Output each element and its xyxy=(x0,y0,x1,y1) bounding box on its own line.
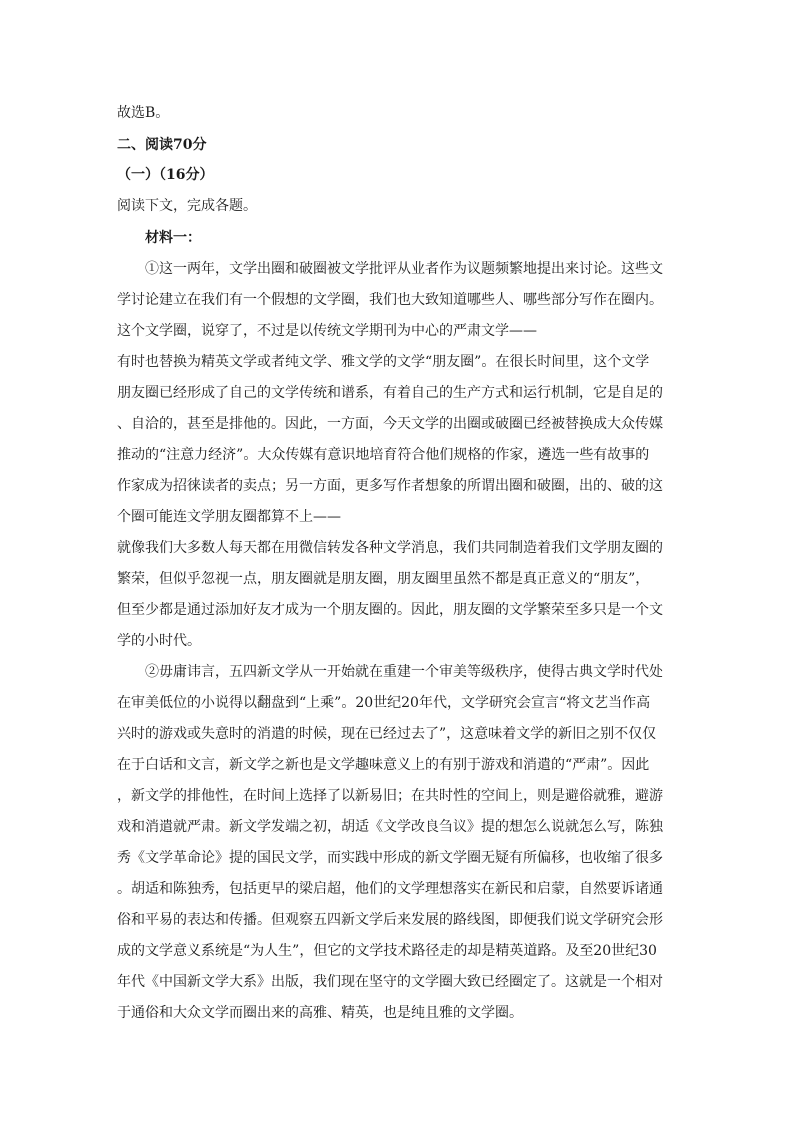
paragraph1-line: 学讨论建立在我们有一个假想的文学圈，我们也大致知道哪些人、哪些部分写作在圈内。 xyxy=(117,292,663,308)
paragraph1-line: ①这一两年，文学出圈和破圈被文学批评从业者作为议题频繁地提出来讨论。这些文 xyxy=(145,261,663,277)
paragraph2-line: 戏和消遣就严肃。新文学发端之初，胡适《文学改良刍议》提的想怎么说就怎么写，陈独 xyxy=(117,819,663,835)
paragraph2-line: 在于白话和文言，新文学之新也是文学趣味意义上的有别于游戏和消遣的“严肃”。因此 xyxy=(117,757,650,773)
material-label: 材料一： xyxy=(145,230,201,246)
paragraph1-line: 推动的“注意力经济”。大众传媒有意识地培育符合他们规格的作家，遴选一些有故事的 xyxy=(117,447,650,463)
paragraph1-line: 朋友圈已经形成了自己的文学传统和谱系，有着自己的生产方式和运行机制，它是自足的 xyxy=(117,385,663,401)
paragraph2-line: 年代《中国新文学大系》出版，我们现在坚守的文学圈大致已经圈定了。这就是一个相对 xyxy=(117,974,663,990)
paragraph1-line: 个圈可能连文学朋友圈都算不上—— xyxy=(117,509,341,525)
paragraph2-line: ，新文学的排他性，在时间上选择了以新易旧；在共时性的空间上，则是避俗就雅，避游 xyxy=(117,788,663,804)
paragraph2-line: 。胡适和陈独秀，包括更早的梁启超，他们的文学理想落实在新民和启蒙，自然要诉诸通 xyxy=(117,881,663,897)
paragraph1-line: 有时也替换为精英文学或者纯文学、雅文学的文学“朋友圈”。在很长时间里，这个文学 xyxy=(117,354,650,370)
paragraph2-line: 在审美低位的小说得以翻盘到“上乘”。20世纪20年代，文学研究会宣言“将文艺当作高 xyxy=(117,695,651,711)
paragraph1-line: 、自洽的，甚至是排他的。因此，一方面，今天文学的出圈或破圈已经被替换成大众传媒 xyxy=(117,416,663,432)
paragraph1-line: 这个文学圈，说穿了，不过是以传统文学期刊为中心的严肃文学—— xyxy=(117,323,537,339)
paragraph2-line: 俗和平易的表达和传播。但观察五四新文学后来发展的路线图，即便我们说文学研究会形 xyxy=(117,912,663,928)
subsection-title: （一）（16分） xyxy=(117,167,214,183)
paragraph1-line: 就像我们大多数人每天都在用微信转发各种文学消息，我们共同制造着我们文学朋友圈的 xyxy=(117,540,663,556)
paragraph1-line: 但至少都是通过添加好友才成为一个朋友圈的。因此，朋友圈的文学繁荣至多只是一个文 xyxy=(117,602,663,618)
paragraph2-line: 于通俗和大众文学而圈出来的高雅、精英，也是纯且雅的文学圈。 xyxy=(117,1005,523,1021)
instruction-text: 阅读下文，完成各题。 xyxy=(117,198,257,214)
section-title: 二、阅读70分 xyxy=(117,137,207,153)
paragraph2-line: 兴时的游戏或失意时的消遣的时候，现在已经过去了”，这意味着文学的新旧之别不仅仅 xyxy=(117,726,657,742)
paragraph1-line: 作家成为招徕读者的卖点；另一方面，更多写作者想象的所谓出圈和破圈，出的、破的这 xyxy=(117,478,663,494)
paragraph2-line: 成的文学意义系统是“为人生”，但它的文学技术路径走的却是精英道路。及至20世纪30 xyxy=(117,943,657,959)
paragraph2-line: 秀《文学革命论》提的国民文学，而实践中形成的新文学圈无疑有所偏移，也收缩了很多 xyxy=(117,850,663,866)
paragraph1-line: 学的小时代。 xyxy=(117,633,201,649)
paragraph1-line: 繁荣，但似乎忽视一点，朋友圈就是朋友圈，朋友圈里虽然不都是真正意义的“朋友”， xyxy=(117,571,650,587)
paragraph2-line: ②毋庸讳言，五四新文学从一开始就在重建一个审美等级秩序，使得古典文学时代处 xyxy=(145,664,663,680)
answer-text: 故选B。 xyxy=(117,105,170,121)
